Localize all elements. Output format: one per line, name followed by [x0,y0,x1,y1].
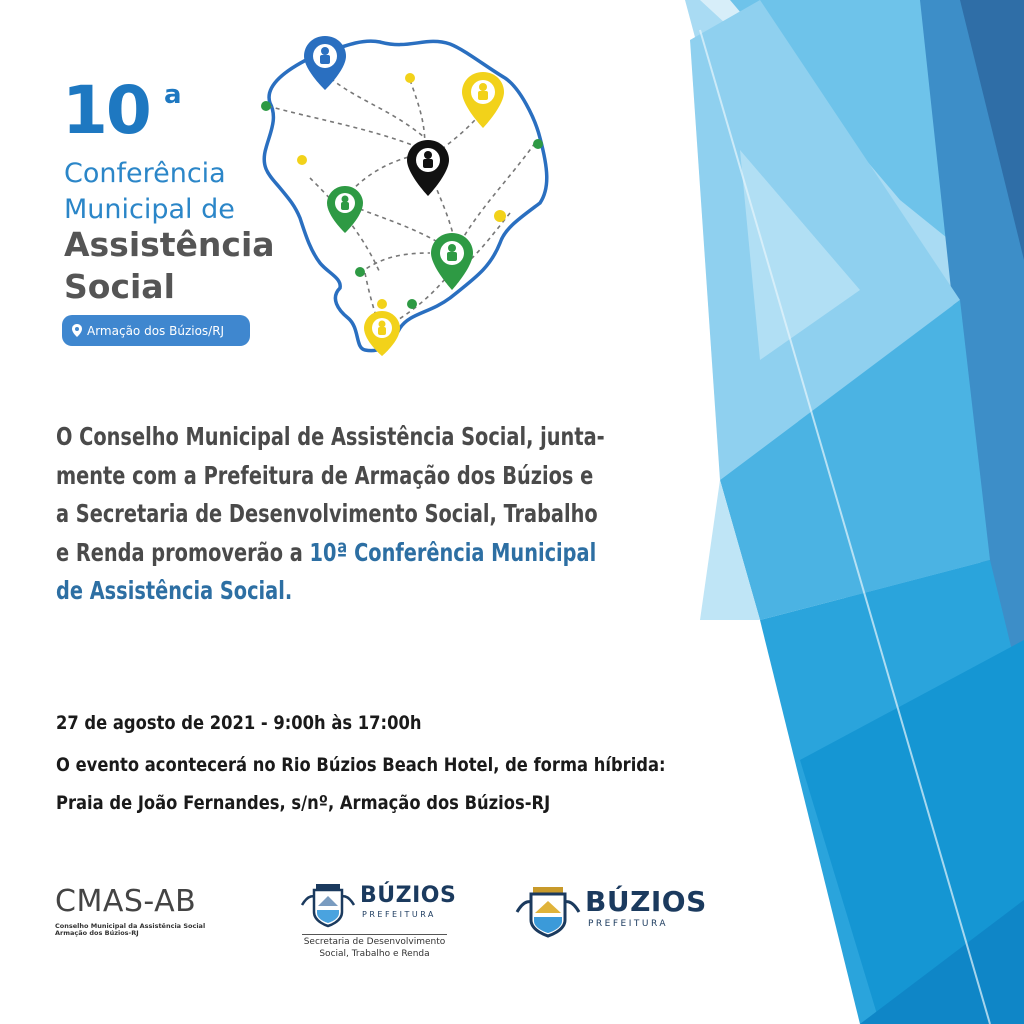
event-venue: O evento acontecerá no Rio Búzios Beach Hotel, de forma híbrida: [56,754,666,776]
title-line-3: Assistência [64,225,275,264]
announcement-line-2: mente com a Prefeitura de Armação dos Búzios e [56,460,594,490]
announcement-highlight-2: de Assistência Social. [56,576,293,605]
location-badge [62,315,250,346]
cmas-logo-subtitle: Conselho Municipal da Assistência Social Armação dos Búzios-RJ [55,922,206,938]
cmas-logo [55,884,206,938]
title-line-1: Conferência [64,158,226,189]
city-crest-icon [515,884,581,940]
title-line-2: Municipal de [64,194,235,225]
event-address: Praia de João Fernandes, s/nº, Armação dos Búzios-RJ [56,792,551,814]
cmas-logo-text: CMAS-AB [55,884,197,919]
title-number: 10 [62,72,150,149]
map-pin-icon [304,36,346,90]
location-pin-icon [72,324,82,337]
prefeitura-subtitle-2: PREFEITURA [588,919,669,929]
location-text: Armação dos Búzios/RJ [87,323,225,338]
announcement-line-4: e Renda promoverão a [56,537,310,567]
announcement-line-1: O Conselho Municipal de Assistência Social, junta- [56,422,605,451]
event-date: 27 de agosto de 2021 - 9:00h às 17:00h [56,712,422,734]
secretaria-name: Secretaria de Desenvolvimento Social, Trabalho e Renda [302,934,447,960]
announcement-text [56,418,718,611]
prefeitura-name-2: BÚZIOS [585,885,707,918]
prefeitura-subtitle: PREFEITURA [362,910,436,919]
announcement-highlight-1: 10ª Conferência Municipal [309,537,597,567]
title-ordinal: a [164,80,182,110]
announcement-line-3: a Secretaria de Desenvolvimento Social, Trabalho [56,499,598,528]
prefeitura-name: BÚZIOS [360,883,457,908]
title-line-4: Social [64,267,175,306]
brazil-map-graphic [250,28,560,363]
city-crest-icon [300,880,356,930]
